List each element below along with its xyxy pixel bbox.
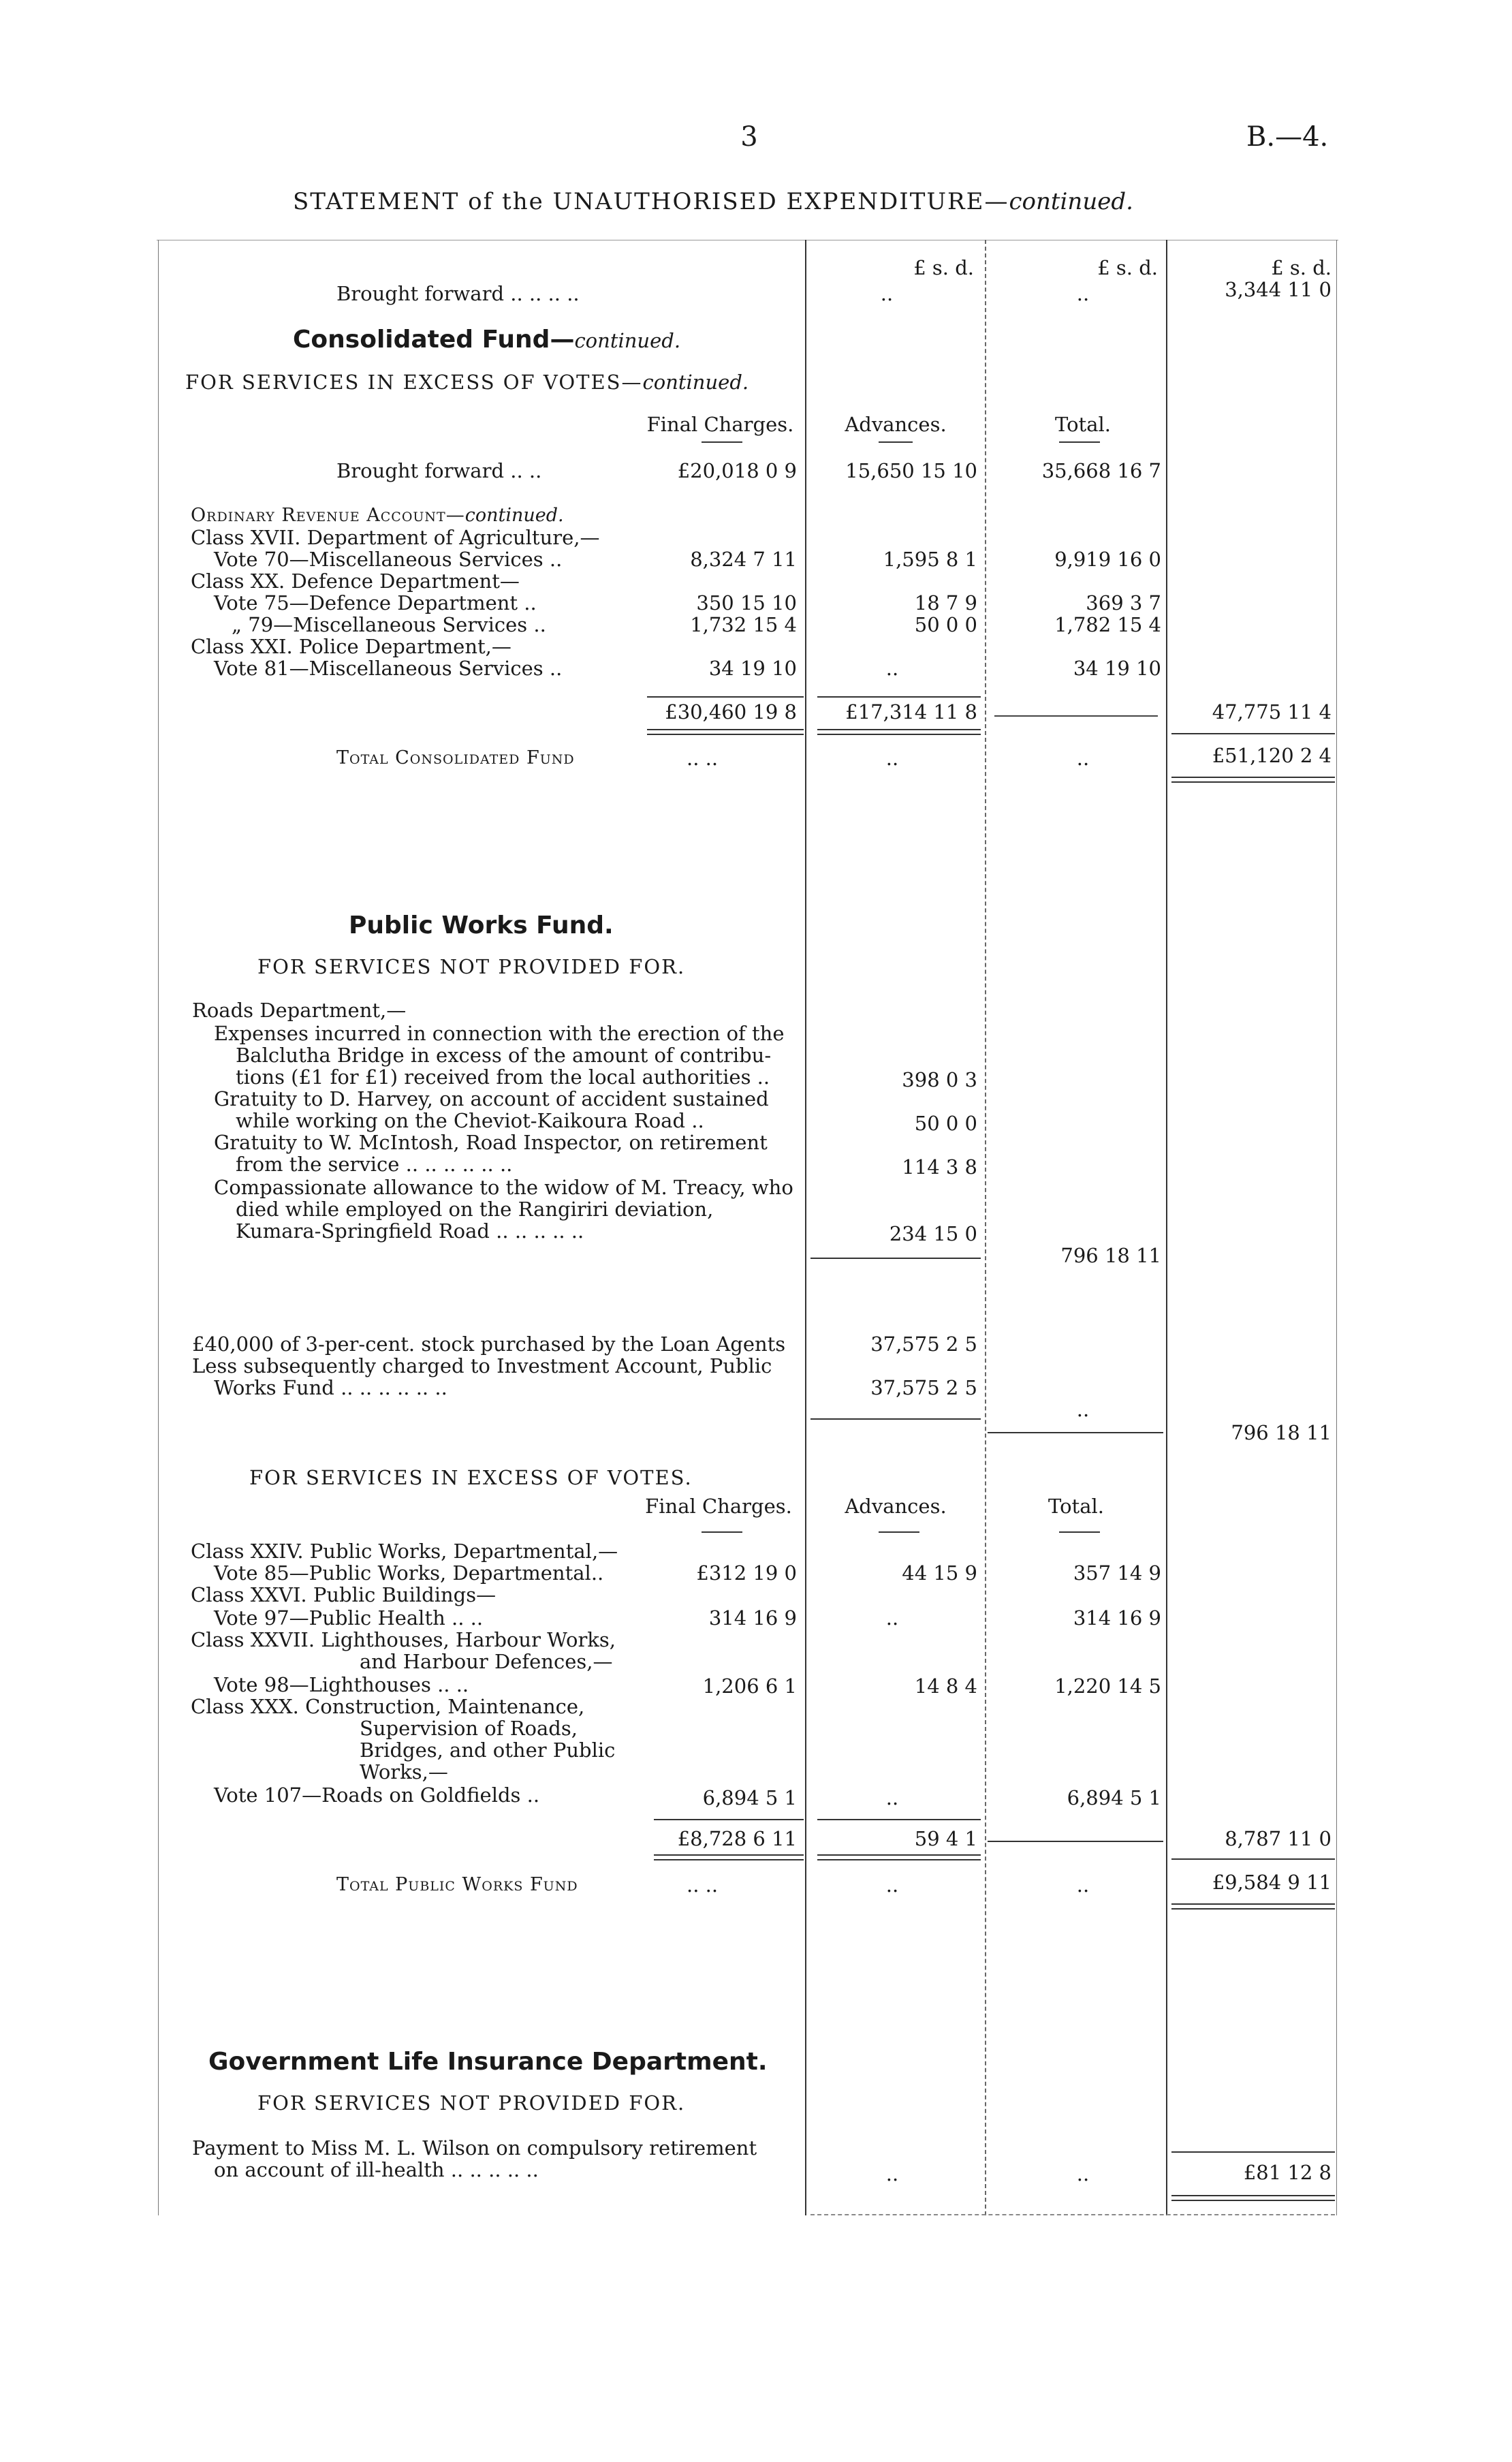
stock-value: 37,575 2 5: [870, 1333, 977, 1356]
public-works-npf-subheading: FOR SERVICES NOT PROVIDED FOR.: [257, 955, 686, 978]
header-underline: [702, 1531, 742, 1533]
table-row-label: Vote 75—Defence Department ..: [214, 591, 537, 614]
brought-forward-label: Brought forward .. .. .. ..: [336, 282, 580, 305]
table-row-label: Works,—: [360, 1760, 448, 1783]
table-row-advances: ..: [885, 1786, 899, 1809]
item-value: 398 0 3: [902, 1068, 977, 1091]
total-public-works-dots: ..: [1076, 1873, 1090, 1897]
dash-rule: [988, 1841, 1163, 1842]
table-row-final: 314 16 9: [708, 1606, 797, 1630]
sum-rule: [810, 1258, 981, 1259]
left-border: [158, 240, 159, 2215]
public-works-sum-final: £8,728 6 11: [677, 1827, 797, 1850]
table-row-label: „ 79—Miscellaneous Services ..: [232, 613, 546, 636]
table-row-final: £312 19 0: [696, 1561, 797, 1585]
table-row-label: Bridges, and other Public: [360, 1739, 616, 1762]
col-header-total: Total.: [1055, 413, 1111, 436]
public-works-excess-subheading: FOR SERVICES IN EXCESS OF VOTES.: [249, 1466, 693, 1489]
consolidated-bf-final: £20,018 0 9: [677, 459, 797, 482]
total-consolidated-value: £51,120 2 4: [1212, 744, 1332, 767]
item-line: Compassionate allowance to the widow of M. Treacy, who: [214, 1176, 793, 1199]
table-row-final: 1,206 6 1: [702, 1674, 797, 1698]
table-row-label: Vote 85—Public Works, Departmental..: [214, 1561, 604, 1585]
column-divider-2: [985, 240, 986, 2215]
col-header-advances: Advances.: [845, 1495, 947, 1518]
document-reference: B.—4.: [1246, 121, 1329, 153]
sum-rule: [988, 1432, 1163, 1433]
table-row-total: 1,220 14 5: [1054, 1674, 1161, 1698]
right-border: [1336, 240, 1337, 2215]
brought-forward-col1: ..: [880, 282, 894, 305]
double-rule: [1171, 777, 1335, 783]
consolidated-sum-advances: £17,314 11 8: [845, 700, 977, 723]
sum-rule: [817, 696, 981, 698]
col-header-final-charges: Final Charges.: [645, 1495, 792, 1518]
consolidated-fund-heading-cont: continued.: [574, 329, 681, 352]
table-row-label: Vote 81—Miscellaneous Services ..: [214, 657, 563, 680]
table-row-label: Class XXVII. Lighthouses, Harbour Works,: [191, 1628, 616, 1651]
table-row-final: 34 19 10: [708, 657, 797, 680]
item-line: Gratuity to W. McIntosh, Road Inspector, on retirement: [214, 1131, 768, 1154]
table-row-total: 34 19 10: [1073, 657, 1161, 680]
sum-rule: [810, 1418, 981, 1420]
currency-header-col3: £ s. d.: [1271, 256, 1332, 279]
table-row-advances: 18 7 9: [914, 591, 977, 614]
public-works-sum-advances: 59 4 1: [914, 1827, 977, 1850]
stock-line: Less subsequently charged to Investment Account, Public: [192, 1354, 772, 1377]
table-row-final: 8,324 7 11: [690, 548, 797, 571]
total-public-works-label: [336, 1875, 578, 1895]
consolidated-bf-total: 35,668 16 7: [1041, 459, 1161, 482]
total-public-works-dots: ..: [885, 1873, 899, 1897]
consolidated-sum-final: £30,460 19 8: [665, 700, 797, 723]
ordinary-revenue-cont: continued.: [464, 505, 564, 526]
life-insurance-line: Payment to Miss M. L. Wilson on compulsory retirement: [192, 2136, 757, 2160]
table-row-advances: ..: [885, 1606, 899, 1630]
page-number: 3: [740, 121, 758, 153]
consolidated-fund-heading: [293, 327, 680, 354]
stock-line: £40,000 of 3-per-cent. stock purchased by the Loan Agents: [192, 1333, 786, 1356]
roads-total: 796 18 11: [1060, 1244, 1161, 1267]
header-underline: [1059, 441, 1100, 443]
consolidated-excess-subheading: [185, 372, 749, 392]
stock-line: Works Fund .. .. .. .. .. ..: [214, 1376, 447, 1399]
table-row-label: Class XVII. Department of Agriculture,—: [191, 526, 600, 549]
item-value: 114 3 8: [902, 1155, 977, 1179]
table-row-label: Class XXVI. Public Buildings—: [191, 1583, 497, 1606]
header-underline: [1059, 1531, 1100, 1533]
sum-rule: [1171, 2151, 1335, 2153]
roads-department-label: Roads Department,—: [192, 999, 407, 1022]
table-row-advances: 14 8 4: [914, 1674, 977, 1698]
double-rule: [647, 729, 804, 735]
sum-rule: [1171, 1858, 1335, 1860]
item-line: tions (£1 for £1) received from the local authorities ..: [236, 1065, 770, 1089]
table-row-advances: ..: [885, 657, 899, 680]
double-rule: [1171, 2195, 1335, 2201]
table-row-advances: 1,595 8 1: [883, 548, 977, 571]
currency-header-col2: £ s. d.: [1097, 256, 1158, 279]
consolidated-excess-subheading-cont: continued.: [642, 371, 749, 394]
consolidated-sum-col3: 47,775 11 4: [1212, 700, 1332, 723]
header-underline: [702, 441, 742, 443]
table-row-label: Supervision of Roads,: [360, 1717, 578, 1740]
table-row-label: Vote 98—Lighthouses .. ..: [214, 1673, 469, 1696]
stock-value: 37,575 2 5: [870, 1376, 977, 1399]
consolidated-fund-heading-text: Consolidated Fund—: [293, 326, 575, 354]
item-line: Balclutha Bridge in excess of the amount of contribu-: [236, 1044, 772, 1067]
table-row-advances: 50 0 0: [914, 613, 977, 636]
consolidated-excess-subheading-text: FOR SERVICES IN EXCESS OF VOTES—: [185, 371, 643, 394]
bottom-rule: [810, 2214, 1335, 2215]
sum-rule: [817, 1819, 981, 1820]
public-works-heading: Public Works Fund.: [349, 911, 614, 939]
table-row-total: 6,894 5 1: [1067, 1786, 1161, 1809]
page-title-main: STATEMENT of the UNAUTHORISED EXPENDITURE—: [293, 188, 1009, 215]
col-header-final-charges: Final Charges.: [646, 413, 794, 436]
table-row-label: Class XXIV. Public Works, Departmental,—: [191, 1540, 618, 1563]
total-public-works-text: Total Public Works Fund: [336, 1874, 578, 1895]
column-divider-3: [1166, 240, 1167, 2215]
double-rule: [817, 1854, 981, 1860]
table-row-final: 1,732 15 4: [690, 613, 797, 636]
total-consolidated-text: Total Consolidated Fund: [336, 747, 575, 768]
item-value: 50 0 0: [914, 1112, 977, 1135]
table-row-total: 357 14 9: [1073, 1561, 1161, 1585]
item-line: Expenses incurred in connection with the erection of the: [214, 1022, 785, 1045]
total-consolidated-dots: ..: [1076, 747, 1090, 770]
table-row-label: Class XX. Defence Department—: [191, 570, 520, 593]
table-row-label: Class XXX. Construction, Maintenance,: [191, 1695, 585, 1718]
consolidated-bf-advances: 15,650 15 10: [845, 459, 977, 482]
header-underline: [879, 1531, 919, 1533]
sum-rule: [1171, 733, 1335, 734]
table-row-label: and Harbour Defences,—: [360, 1650, 613, 1673]
table-row-label: Vote 107—Roads on Goldfields ..: [214, 1783, 540, 1807]
table-row-total: 1,782 15 4: [1054, 613, 1161, 636]
item-line: Gratuity to D. Harvey, on account of accident sustained: [214, 1087, 769, 1110]
brought-forward-col2: ..: [1076, 282, 1090, 305]
life-insurance-value: £81 12 8: [1243, 2161, 1332, 2184]
header-underline: [879, 441, 913, 443]
life-insurance-line: on account of ill-health .. .. .. .. ..: [214, 2158, 539, 2181]
life-insurance-subheading: FOR SERVICES NOT PROVIDED FOR.: [257, 2091, 686, 2115]
stock-dots: ..: [1076, 1398, 1090, 1421]
consolidated-bf-label: Brought forward .. ..: [336, 459, 542, 482]
total-public-works-value: £9,584 9 11: [1212, 1871, 1332, 1894]
life-insurance-dots: ..: [885, 2162, 899, 2185]
item-line: from the service .. .. .. .. .. ..: [236, 1153, 513, 1176]
life-insurance-heading: Government Life Insurance Department.: [208, 2048, 768, 2076]
table-row-total: 369 3 7: [1086, 591, 1161, 614]
total-consolidated-dots: ..: [885, 747, 899, 770]
sum-rule: [647, 696, 804, 698]
item-line: Kumara-Springfield Road .. .. .. .. ..: [236, 1219, 584, 1243]
npf-total: 796 18 11: [1231, 1421, 1332, 1444]
col-header-total: Total.: [1048, 1495, 1104, 1518]
brought-forward-col3: 3,344 11 0: [1225, 278, 1332, 301]
item-line: while working on the Cheviot-Kaikoura Road ..: [236, 1109, 704, 1132]
item-value: 234 15 0: [889, 1222, 977, 1245]
life-insurance-dots: ..: [1076, 2162, 1090, 2185]
table-row-advances: 44 15 9: [902, 1561, 977, 1585]
page-title: [293, 189, 1133, 214]
total-public-works-dots: .. ..: [687, 1873, 719, 1897]
double-rule: [817, 729, 981, 735]
table-row-label: Class XXI. Police Department,—: [191, 635, 511, 658]
page-title-continued: continued.: [1009, 188, 1133, 215]
table-row-total: 314 16 9: [1073, 1606, 1161, 1630]
col-header-advances: Advances.: [845, 413, 947, 436]
ordinary-revenue-label: [191, 505, 564, 526]
table-row-label: Vote 97—Public Health .. ..: [214, 1606, 484, 1630]
total-consolidated-dots: .. ..: [687, 747, 719, 770]
item-line: died while employed on the Rangiriri deviation,: [236, 1198, 714, 1221]
currency-header-col1: £ s. d.: [913, 256, 974, 279]
table-row-total: 9,919 16 0: [1054, 548, 1161, 571]
sum-rule: [654, 1819, 804, 1820]
public-works-sum-col3: 8,787 11 0: [1225, 1827, 1332, 1850]
double-rule: [1171, 1903, 1335, 1910]
ordinary-revenue-text: Ordinary Revenue Account—: [191, 505, 465, 526]
column-divider-1: [805, 240, 806, 2215]
double-rule: [654, 1854, 804, 1860]
table-row-final: 6,894 5 1: [702, 1786, 797, 1809]
dash-rule: [994, 715, 1158, 717]
table-row-final: 350 15 10: [696, 591, 797, 614]
table-row-label: Vote 70—Miscellaneous Services ..: [214, 548, 563, 571]
total-consolidated-label: [336, 748, 575, 768]
